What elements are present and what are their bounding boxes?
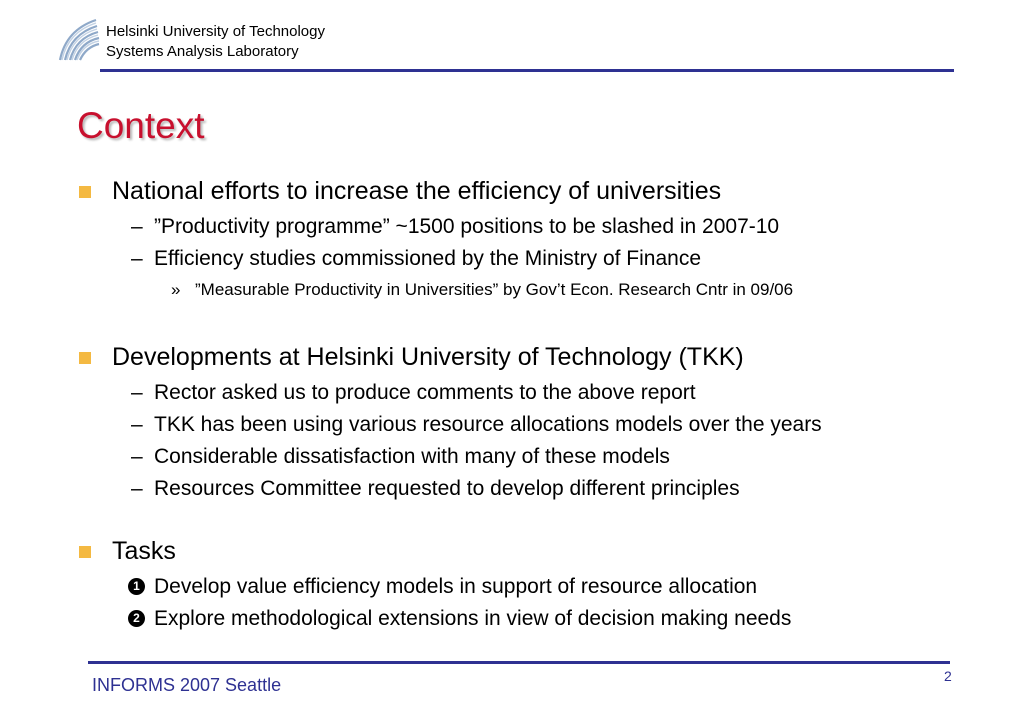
sub-bullet-text: Considerable dissatisfaction with many of these models xyxy=(154,445,670,468)
sub-bullet-text: ”Productivity programme” ~1500 positions to be slashed in 2007-10 xyxy=(154,215,780,238)
number-two-circle-icon: 2 xyxy=(128,610,145,627)
institution-line-2: Systems Analysis Laboratory xyxy=(106,43,299,60)
bullet-text: National efforts to increase the efficiency of universities xyxy=(112,177,722,205)
institution-line-1: Helsinki University of Technology xyxy=(106,23,325,40)
chevron-right-icon: » xyxy=(171,280,181,299)
square-bullet-icon xyxy=(79,546,91,558)
dash-icon: – xyxy=(131,381,143,404)
dash-icon: – xyxy=(131,413,143,436)
page-number: 2 xyxy=(944,668,952,684)
institution-name xyxy=(106,22,325,62)
dash-icon: – xyxy=(131,445,143,468)
task-text: Explore methodological extensions in view of decision making needs xyxy=(154,607,792,630)
footer-event: INFORMS 2007 Seattle xyxy=(92,675,282,695)
university-logo xyxy=(56,16,100,62)
bullet-text: Tasks xyxy=(112,537,176,565)
sub-bullet-text: Rector asked us to produce comments to the above report xyxy=(154,381,696,404)
sub-sub-bullet-text: ”Measurable Productivity in Universities” by Gov’t Econ. Research Cntr in 09/06 xyxy=(195,280,794,299)
footer-divider xyxy=(88,661,950,664)
number-one-circle-icon: 1 xyxy=(128,578,145,595)
header-divider xyxy=(100,69,954,72)
sub-bullet-text: Resources Committee requested to develop different principles xyxy=(154,477,740,500)
slide-title: Context xyxy=(77,105,205,146)
sub-bullet-text: Efficiency studies commissioned by the Ministry of Finance xyxy=(154,247,702,270)
bullet-text: Developments at Helsinki University of Technology (TKK) xyxy=(112,343,744,371)
sub-bullet-text: TKK has been using various resource allocations models over the years xyxy=(154,413,822,436)
square-bullet-icon xyxy=(79,352,91,364)
dash-icon: – xyxy=(131,215,143,238)
task-text: Develop value efficiency models in support of resource allocation xyxy=(154,575,758,598)
square-bullet-icon xyxy=(79,186,91,198)
dash-icon: – xyxy=(131,247,143,270)
dash-icon: – xyxy=(131,477,143,500)
